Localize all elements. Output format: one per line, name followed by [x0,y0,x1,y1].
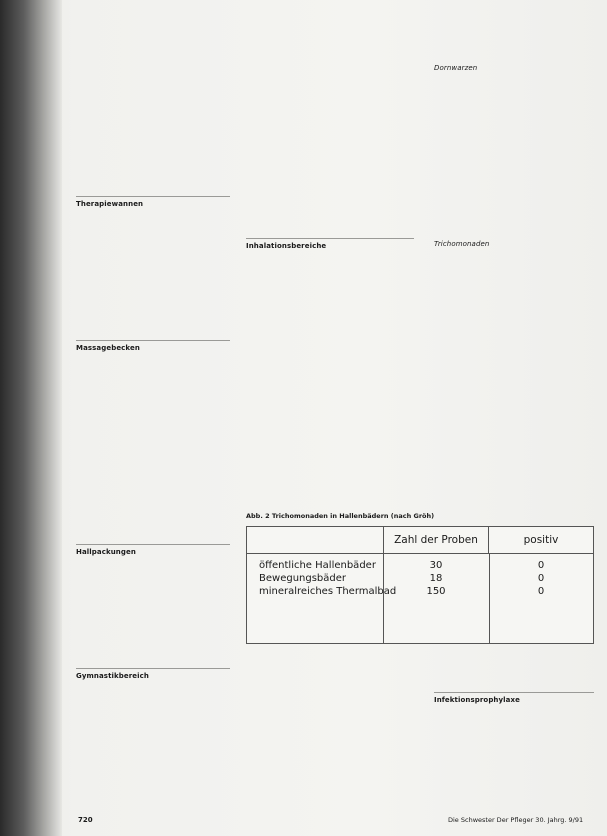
row-positiv: 0 [537,586,545,597]
section-rule [76,544,230,545]
right-column [434,8,594,508]
table-row [247,572,593,586]
section-rule [76,668,230,669]
journal-footer: Die Schwester Der Pfleger 30. Jahrg. 9/91 [448,816,584,824]
text-block-trichomonaden [434,252,594,504]
row-proben: 18 [429,573,443,584]
section-rule [434,692,594,693]
table-frame [246,526,594,644]
heading-therapiewannen: Therapiewannen [76,200,144,208]
middle-column-lower [246,652,414,812]
text-block-dornwarzen [434,76,594,236]
heading-gymnastikbereich: Gymnastikbereich [76,672,149,680]
heading-infektionsprophylaxe: Infektionsprophylaxe [434,696,520,704]
text-block-right-top [434,8,594,60]
heading-hallpackungen: Hallpackungen [76,548,136,556]
section-rule [246,238,414,239]
section-rule [76,196,230,197]
left-column [76,8,230,808]
row-proben: 150 [426,586,446,597]
table-row [247,585,593,599]
table-header-row [247,527,593,554]
binding-shadow [0,0,62,836]
row-positiv: 0 [537,560,545,571]
middle-column [246,8,414,508]
row-label: mineralreiches Thermalbad [259,586,397,597]
table-header-positiv: positiv [523,534,559,546]
text-block-hallpackungen [76,560,230,664]
table-header-proben: Zahl der Proben [383,527,489,553]
text-block-therapiewannen [76,212,230,336]
table-caption: Abb. 2 Trichomonaden in Hallenbädern (nach Gröh) [246,512,435,520]
heading-trichomonaden: Trichomonaden [434,240,490,248]
text-block-middle-lower [246,652,414,812]
right-column-lower [434,652,594,812]
row-proben: 30 [429,560,443,571]
table-row [247,559,593,573]
section-rule [76,340,230,341]
heading-dornwarzen: Dornwarzen [434,64,478,72]
text-block-right-lower-top [434,652,594,688]
text-block-gymnastikbereich [76,684,230,808]
page-number: 720 [78,816,93,824]
text-block-infektionsprophylaxe [434,708,594,812]
row-label: Bewegungsbäder [259,573,347,584]
text-block-middle-top [246,8,414,234]
heading-inhalationsbereiche: Inhalationsbereiche [246,242,327,250]
text-block-intro [76,8,230,194]
text-block-inhalationsbereiche [246,256,414,502]
text-block-massagebecken [76,356,230,542]
heading-massagebecken: Massagebecken [76,344,140,352]
row-label: öffentliche Hallenbäder [259,560,376,571]
row-positiv: 0 [537,573,545,584]
figure-table-trichomonaden [246,512,594,644]
